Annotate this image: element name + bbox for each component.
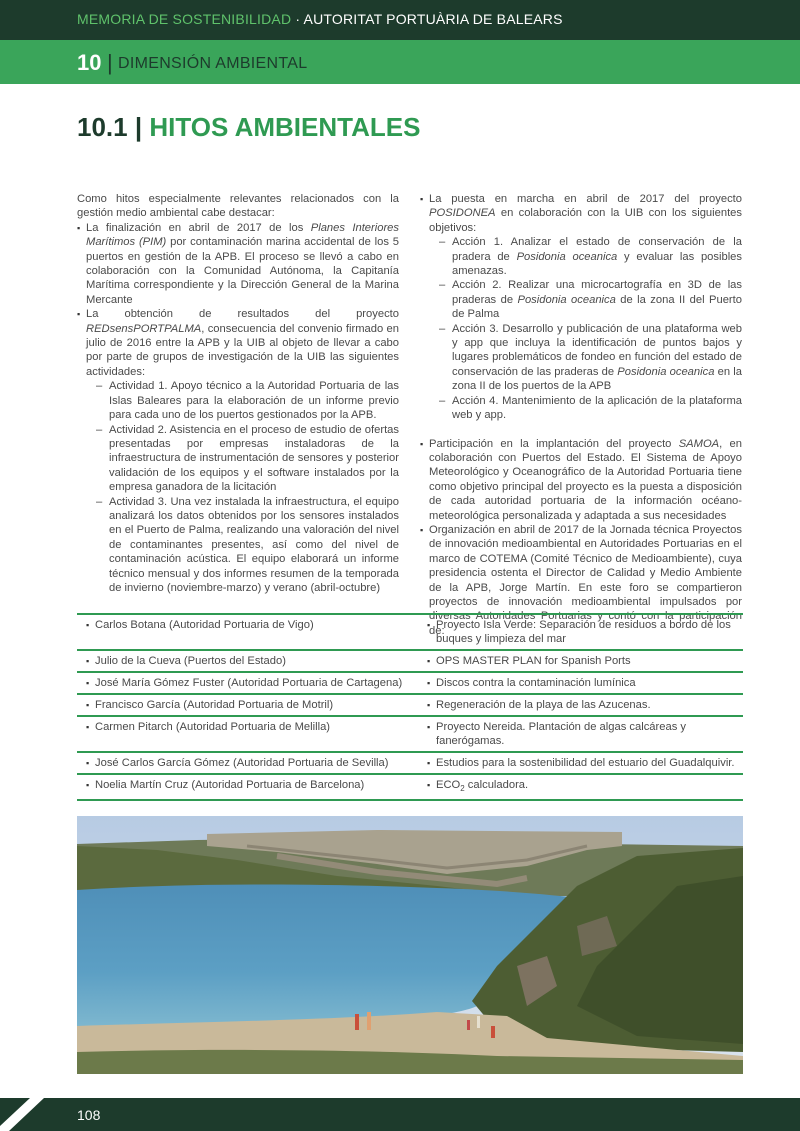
table-row xyxy=(77,672,743,694)
organization-name: AUTORITAT PORTUÀRIA DE BALEARS xyxy=(303,11,563,27)
title-number: 10.1 | xyxy=(77,112,143,142)
project-name: ▪ OPS MASTER PLAN for Spanish Ports xyxy=(427,654,743,668)
participant-name: ▪ Carmen Pitarch (Autoridad Portuaria de Melilla) xyxy=(86,720,418,734)
participant-name: ▪ Julio de la Cueva (Puertos del Estado) xyxy=(86,654,418,668)
action-item: – Acción 3. Desarrollo y publicación de una plataforma web y app que incluya la identificación de puntos bajos y lugares problemáticos de fondeo en función del estado de conservación de las praderas de Posidonia oceanica en la zona II de los puertos de la APB xyxy=(439,322,742,394)
section-number: 10 xyxy=(77,50,102,75)
publication-title xyxy=(77,11,563,27)
participant-name: ▪ José María Gómez Fuster (Autoridad Portuaria de Cartagena) xyxy=(86,676,418,690)
page-number: 108 xyxy=(77,1107,101,1123)
activity-item: – Actividad 1. Apoyo técnico a la Autoridad Portuaria de las Islas Baleares para la elaboración de un informe previo para cada uno de los puertos gestionados por la APB. xyxy=(96,379,399,422)
action-item: – Acción 4. Mantenimiento de la aplicación de la plataforma web y app. xyxy=(439,394,742,423)
participants-table xyxy=(77,613,743,801)
table-row xyxy=(77,752,743,774)
left-column xyxy=(77,192,399,595)
table-row xyxy=(77,650,743,672)
section-label: DIMENSIÓN AMBIENTAL xyxy=(118,55,308,72)
project-name: ▪ $ECO_2$ calculadora. xyxy=(427,778,743,796)
footer-stripe-icon xyxy=(0,1098,60,1131)
participant-name: ▪ José Carlos García Gómez (Autoridad Portuaria de Sevilla) xyxy=(86,756,418,770)
list-item-posidonea: ▪ La puesta en marcha en abril de 2017 del proyecto POSIDONEA en colaboración con la UIB con los siguientes objetivos: – Acción 1. Analizar el estado de conservación de la pradera de Posidonia oceanica y evaluar las posibles amenazas. – Acción 2. Realizar una microcartografía en 3D de las praderas de Posidonia oceanica de la zona II del Puerto de Palma – Acción 3. Desarrollo y publicación de una plataforma web y app que incluya la identificación de puntos bajos y lugares problemáticos de fondeo en función del estado de conservación de las praderas de Posidonia oceanica en la zona II de los puertos de la APB – Acción 4. Mantenimiento de la aplicación de la plataforma web y app. xyxy=(420,192,742,423)
project-name: ▪ Discos contra la contaminación lumínica xyxy=(427,676,743,690)
project-name: ▪ Regeneración de la playa de las Azucenas. xyxy=(427,698,743,712)
activity-item: – Actividad 3. Una vez instalada la infraestructura, el equipo analizará los datos obtenidos por los sensores instalados en el Puerto de Palma, realizando una valoración del nivel de contaminantes presentes, así como del nivel de contaminación acústica. El equipo elaborará un informe técnico mensual y dos informes resumen de la temporada de invierno (noviembre-marzo) y verano (abril-octubre) xyxy=(96,495,399,596)
table-row xyxy=(77,774,743,800)
participant-name: ▪ Noelia Martín Cruz (Autoridad Portuaria de Barcelona) xyxy=(86,778,418,792)
intro-paragraph: Como hitos especialmente relevantes relacionados con la gestión medio ambiental cabe destacar: xyxy=(77,193,399,220)
list-item-cotema: ▪ Organización en abril de 2017 de la Jornada técnica Proyectos de innovación medioambiental en Autoridades Portuarias en el marco de COTEMA (Comité Técnico de Medioambiente), cuya presidencia ostenta el Director de Calidad y Medio Ambiente de la APB, Jorge Martín. En este foro se compartieron proyectos de innovación medioambiental impulsados por diversas Autoridades Portuarias y contó con la participación de: xyxy=(420,523,742,638)
top-header-bar xyxy=(0,0,800,40)
page-title xyxy=(77,112,420,143)
participant-name: ▪ Francisco García (Autoridad Portuaria de Motril) xyxy=(86,698,418,712)
list-item-redsens: ▪ La obtención de resultados del proyecto REDsensPORTPALMA, consecuencia del convenio firmado en julio de 2016 entre la APB y la UIB al objeto de llevar a cabo por parte de grupos de investigación de la UIB las siguientes actividades: – Actividad 1. Apoyo técnico a la Autoridad Portuaria de las Islas Baleares para la elaboración de un informe previo para cada uno de los puertos gestionados por la APB. – Actividad 2. Asistencia en el proceso de estudio de ofertas presentadas por empresas instaladoras de la infraestructura de instrumentación de sensores y posterior validación de los equipos y el software instalados por la empresa ganadora de la licitación – Actividad 3. Una vez instalada la infraestructura, el equipo analizará los datos obtenidos por los sensores instalados en el Puerto de Palma, realizando una valoración del nivel de contaminantes presentes, así como del nivel de contaminación acústica. El equipo elaborará un informe técnico mensual y dos informes resumen de la temporada de invierno (noviembre-marzo) y verano (abril-octubre) xyxy=(77,307,399,595)
project-name: ▪ Proyecto Nereida. Plantación de algas calcáreas y fanerógamas. xyxy=(427,720,743,748)
footer-bar xyxy=(0,1098,800,1131)
section-separator: | xyxy=(107,50,113,75)
title-dot: · xyxy=(291,11,304,27)
list-item-pim: ▪ La finalización en abril de 2017 de los Planes Interiores Marítimos (PIM) por contaminación marina accidental de los 5 puertos en gestión de la APB. El proceso se llevó a cabo en colaboración con la Comunidad Autónoma, la Capitanía Marítima correspondiente y la Dirección General de la Marina Mercante xyxy=(77,221,399,307)
table-row xyxy=(77,716,743,752)
project-name: ▪ Estudios para la sostenibilidad del estuario del Guadalquivir. xyxy=(427,756,743,770)
action-item: – Acción 1. Analizar el estado de conservación de la pradera de Posidonia oceanica y evaluar las posibles amenazas. xyxy=(439,235,742,278)
participant-name: ▪ Carlos Botana (Autoridad Portuaria de Vigo) xyxy=(86,618,418,632)
landscape-photo xyxy=(77,816,743,1074)
project-name: ▪ Proyecto Isla Verde: Separación de residuos a bordo de los buques y limpieza del mar xyxy=(427,618,743,646)
right-column xyxy=(420,192,742,638)
activity-item: – Actividad 2. Asistencia en el proceso de estudio de ofertas presentadas por empresas instaladoras de la infraestructura de instrumentación de sensores y posterior validación de los equipos y el software instalados por la empresa ganadora de la licitación xyxy=(96,423,399,495)
table-row xyxy=(77,694,743,716)
list-item-samoa: ▪ Participación en la implantación del proyecto SAMOA, en colaboración con Puertos del Estado. El Sistema de Apoyo Meteorológico y Oceanográfico de la Autoridad Portuaria tiene como objetivo principal del proyecto es la puesta a disposición de cada autoridad portuaria de la información océano-meteorológica personalizada y adaptada a sus necesidades xyxy=(420,437,742,523)
title-text: HITOS AMBIENTALES xyxy=(149,112,421,142)
action-item: – Acción 2. Realizar una microcartografía en 3D de las praderas de Posidonia oceanica de la zona II del Puerto de Palma xyxy=(439,278,742,321)
table-row xyxy=(77,614,743,650)
report-name: MEMORIA DE SOSTENIBILIDAD xyxy=(77,11,292,27)
section-bar xyxy=(0,40,800,84)
